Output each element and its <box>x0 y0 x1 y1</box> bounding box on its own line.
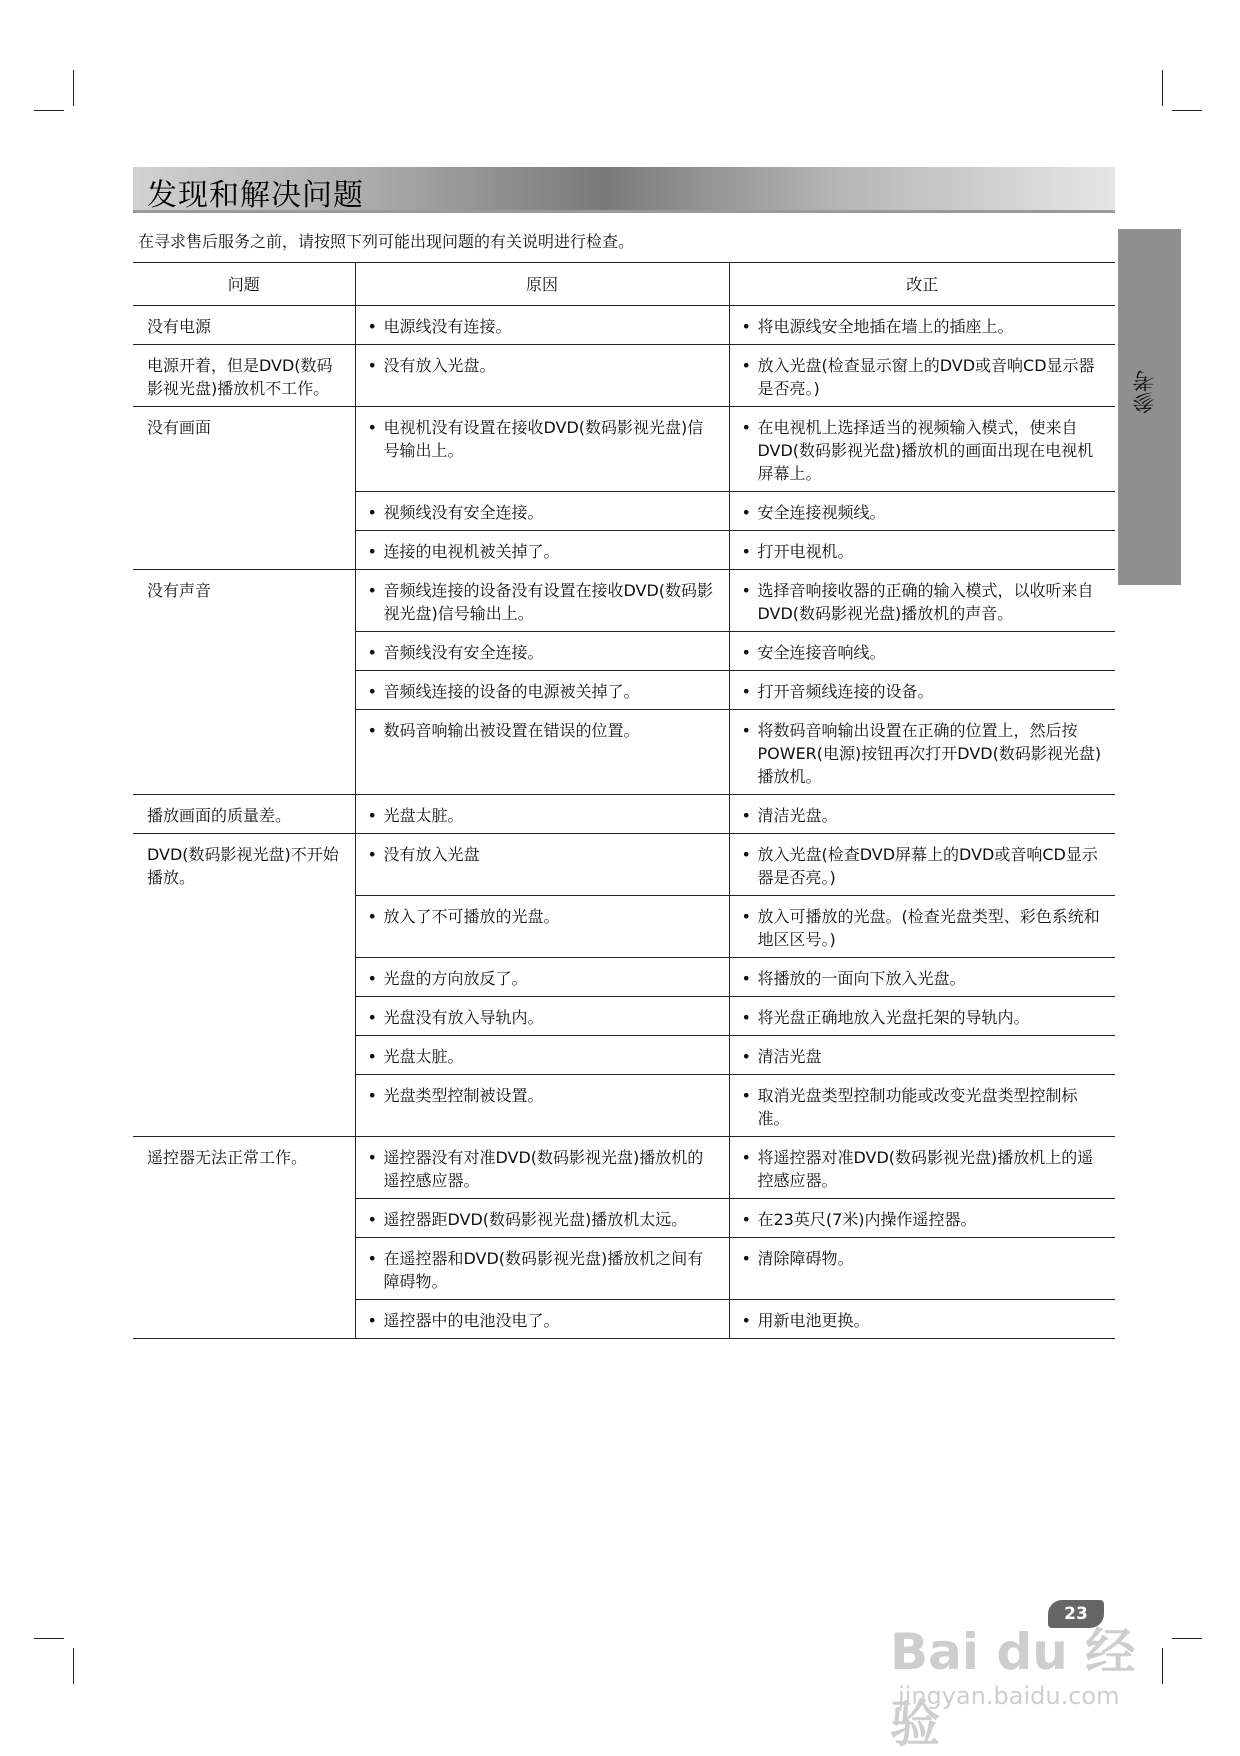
bullet-icon: • <box>367 542 377 561</box>
problem-cell: 遥控器无法正常工作。 <box>133 1137 355 1339</box>
bullet-icon: • <box>741 721 751 740</box>
cause-text: 遥控器距DVD(数码影视光盘)播放机太远。 <box>383 1210 688 1229</box>
fix-text: 清洁光盘 <box>757 1047 822 1066</box>
cause-cell <box>355 896 729 958</box>
crop-mark <box>73 1648 74 1684</box>
fix-cell <box>729 1238 1115 1300</box>
fix-text: 打开音频线连接的设备。 <box>757 682 934 701</box>
bullet-icon: • <box>741 1008 751 1027</box>
intro-text: 在寻求售后服务之前，请按照下列可能出现问题的有关说明进行检查。 <box>138 232 635 251</box>
bullet-icon: • <box>367 643 377 662</box>
cause-cell <box>355 795 729 834</box>
cause-cell <box>355 531 729 570</box>
cause-text: 没有放入光盘 <box>383 845 480 864</box>
bullet-icon: • <box>367 1047 377 1066</box>
table-row <box>133 306 1115 345</box>
fix-cell <box>729 795 1115 834</box>
cause-cell <box>355 492 729 531</box>
watermark-logo: Bai du 经验 <box>890 1623 1136 1753</box>
fix-text: 安全连接视频线。 <box>757 503 886 522</box>
bullet-icon: • <box>741 317 751 336</box>
fix-cell <box>729 492 1115 531</box>
fix-cell <box>729 710 1115 795</box>
crop-mark <box>34 110 64 111</box>
bullet-icon: • <box>741 907 751 926</box>
table-row <box>133 795 1115 834</box>
crop-mark <box>1172 110 1202 111</box>
cause-cell <box>355 997 729 1036</box>
troubleshooting-table <box>133 262 1115 1339</box>
fix-cell <box>729 834 1115 896</box>
problem-cell: 没有声音 <box>133 570 355 795</box>
table-row <box>133 345 1115 407</box>
problem-cell: 没有画面 <box>133 407 355 570</box>
cause-cell <box>355 671 729 710</box>
table-row <box>133 570 1115 632</box>
bullet-icon: • <box>367 845 377 864</box>
table-row <box>133 407 1115 492</box>
cause-text: 放入了不可播放的光盘。 <box>383 907 560 926</box>
fix-cell <box>729 1075 1115 1137</box>
page-number: 23 <box>1048 1600 1104 1628</box>
bullet-icon: • <box>741 1210 751 1229</box>
fix-cell <box>729 1300 1115 1339</box>
fix-cell <box>729 306 1115 345</box>
header-problem: 问题 <box>133 263 355 306</box>
bullet-icon: • <box>367 581 377 600</box>
fix-text: 在电视机上选择适当的视频输入模式，使来自DVD(数码影视光盘)播放机的画面出现在电视机屏幕上。 <box>757 418 1094 483</box>
fix-text: 将电源线安全地插在墙上的插座上。 <box>757 317 1014 336</box>
bullet-icon: • <box>741 643 751 662</box>
fix-cell <box>729 671 1115 710</box>
bullet-icon: • <box>741 806 751 825</box>
fix-text: 在23英尺(7米)内操作遥控器。 <box>757 1210 977 1229</box>
bullet-icon: • <box>367 356 377 375</box>
cause-text: 光盘太脏。 <box>383 1047 464 1066</box>
fix-cell <box>729 958 1115 997</box>
crop-mark <box>73 70 74 106</box>
fix-text: 将数码音响输出设置在正确的位置上，然后按POWER(电源)按钮再次打开DVD(数码影视光盘)播放机。 <box>757 721 1102 786</box>
fix-cell <box>729 531 1115 570</box>
bullet-icon: • <box>741 1086 751 1105</box>
fix-text: 取消光盘类型控制功能或改变光盘类型控制标准。 <box>757 1086 1078 1128</box>
cause-cell <box>355 1238 729 1300</box>
cause-cell <box>355 345 729 407</box>
bullet-icon: • <box>367 1249 377 1268</box>
watermark <box>880 1612 1180 1753</box>
cause-cell <box>355 1075 729 1137</box>
cause-text: 音频线没有安全连接。 <box>383 643 544 662</box>
cause-cell <box>355 1199 729 1238</box>
bullet-icon: • <box>741 418 751 437</box>
bullet-icon: • <box>367 1086 377 1105</box>
fix-cell <box>729 345 1115 407</box>
fix-text: 用新电池更换。 <box>757 1311 870 1330</box>
bullet-icon: • <box>367 969 377 988</box>
bullet-icon: • <box>741 581 751 600</box>
bullet-icon: • <box>741 1047 751 1066</box>
side-tab-label: 参考 <box>1133 370 1158 414</box>
table-header-row <box>133 263 1115 306</box>
header-fix: 改正 <box>729 263 1115 306</box>
fix-text: 放入光盘(检查DVD屏幕上的DVD或音响CD显示器是否亮。) <box>757 845 1098 887</box>
problem-cell: 电源开着，但是DVD(数码影视光盘)播放机不工作。 <box>133 345 355 407</box>
fix-text: 放入可播放的光盘。(检查光盘类型、彩色系统和地区区号。) <box>757 907 1100 949</box>
bullet-icon: • <box>741 356 751 375</box>
cause-text: 电视机没有设置在接收DVD(数码影视光盘)信号输出上。 <box>383 418 704 460</box>
cause-cell <box>355 710 729 795</box>
problem-cell: DVD(数码影视光盘)不开始播放。 <box>133 834 355 1137</box>
cause-text: 光盘的方向放反了。 <box>383 969 528 988</box>
bullet-icon: • <box>741 1148 751 1167</box>
fix-text: 将播放的一面向下放入光盘。 <box>757 969 966 988</box>
bullet-icon: • <box>367 907 377 926</box>
cause-cell <box>355 407 729 492</box>
cause-text: 在遥控器和DVD(数码影视光盘)播放机之间有障碍物。 <box>383 1249 704 1291</box>
cause-text: 光盘太脏。 <box>383 806 464 825</box>
cause-text: 音频线连接的设备没有设置在接收DVD(数码影视光盘)信号输出上。 <box>383 581 714 623</box>
cause-cell <box>355 570 729 632</box>
cause-text: 遥控器中的电池没电了。 <box>383 1311 560 1330</box>
bullet-icon: • <box>741 503 751 522</box>
bullet-icon: • <box>741 682 751 701</box>
cause-text: 光盘没有放入导轨内。 <box>383 1008 544 1027</box>
fix-cell <box>729 1199 1115 1238</box>
table-row <box>133 1137 1115 1199</box>
fix-cell <box>729 570 1115 632</box>
bullet-icon: • <box>367 503 377 522</box>
cause-text: 数码音响输出被设置在错误的位置。 <box>383 721 640 740</box>
cause-cell <box>355 632 729 671</box>
bullet-icon: • <box>741 845 751 864</box>
fix-text: 放入光盘(检查显示窗上的DVD或音响CD显示器是否亮。) <box>757 356 1095 398</box>
fix-text: 清除障碍物。 <box>757 1249 854 1268</box>
bullet-icon: • <box>367 1148 377 1167</box>
cause-cell <box>355 958 729 997</box>
problem-cell: 播放画面的质量差。 <box>133 795 355 834</box>
cause-cell <box>355 306 729 345</box>
header-cause: 原因 <box>355 263 729 306</box>
page-title: 发现和解决问题 <box>147 178 364 213</box>
fix-cell <box>729 1036 1115 1075</box>
fix-cell <box>729 896 1115 958</box>
cause-text: 连接的电视机被关掉了。 <box>383 542 560 561</box>
cause-cell <box>355 1137 729 1199</box>
bullet-icon: • <box>367 806 377 825</box>
problem-cell: 没有电源 <box>133 306 355 345</box>
bullet-icon: • <box>741 1311 751 1330</box>
cause-text: 音频线连接的设备的电源被关掉了。 <box>383 682 640 701</box>
bullet-icon: • <box>367 1210 377 1229</box>
cause-text: 没有放入光盘。 <box>383 356 496 375</box>
cause-text: 视频线没有安全连接。 <box>383 503 544 522</box>
fix-text: 将光盘正确地放入光盘托架的导轨内。 <box>757 1008 1030 1027</box>
bullet-icon: • <box>367 1008 377 1027</box>
crop-mark <box>1162 70 1163 106</box>
bullet-icon: • <box>741 969 751 988</box>
title-bar <box>133 167 1115 213</box>
fix-text: 将遥控器对准DVD(数码影视光盘)播放机上的遥控感应器。 <box>757 1148 1094 1190</box>
bullet-icon: • <box>741 542 751 561</box>
fix-cell <box>729 997 1115 1036</box>
crop-mark <box>34 1638 64 1639</box>
watermark-url: jingyan.baidu.com <box>898 1682 1120 1710</box>
cause-cell <box>355 834 729 896</box>
bullet-icon: • <box>367 682 377 701</box>
cause-text: 光盘类型控制被设置。 <box>383 1086 544 1105</box>
cause-text: 遥控器没有对准DVD(数码影视光盘)播放机的遥控感应器。 <box>383 1148 704 1190</box>
fix-cell <box>729 632 1115 671</box>
fix-text: 选择音响接收器的正确的输入模式，以收听来自DVD(数码影视光盘)播放机的声音。 <box>757 581 1094 623</box>
table-row <box>133 834 1115 896</box>
fix-cell <box>729 407 1115 492</box>
fix-text: 打开电视机。 <box>757 542 854 561</box>
cause-cell <box>355 1300 729 1339</box>
bullet-icon: • <box>741 1249 751 1268</box>
bullet-icon: • <box>367 1311 377 1330</box>
fix-text: 清洁光盘。 <box>757 806 838 825</box>
cause-cell <box>355 1036 729 1075</box>
bullet-icon: • <box>367 418 377 437</box>
bullet-icon: • <box>367 317 377 336</box>
fix-cell <box>729 1137 1115 1199</box>
bullet-icon: • <box>367 721 377 740</box>
cause-text: 电源线没有连接。 <box>383 317 512 336</box>
fix-text: 安全连接音响线。 <box>757 643 886 662</box>
